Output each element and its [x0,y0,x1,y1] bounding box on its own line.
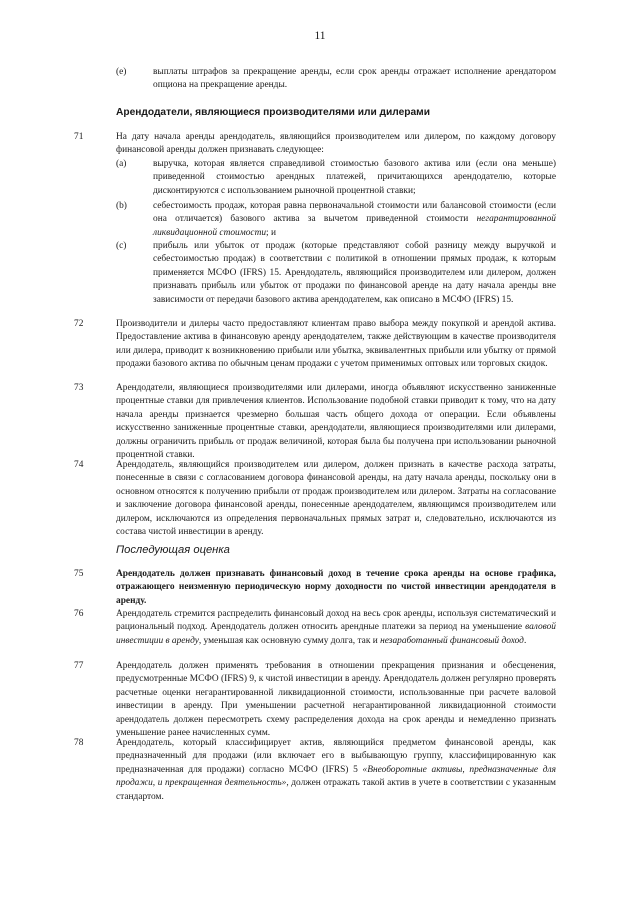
para-77-text: Арендодатель должен применять требования в отношении прекращения признания и обесценения, предусмотренные МСФО (IFRS) 9, к чистой инвестиции в аренду. Арендодатель должен регулярно проверять расчетные оценки негарантированной ликвидационной стоимости, использованные при расчете валовой инвестиции в аренду. При уменьшении расчетной негарантированной ликвидационной стоимости арендодатель должен пересмотреть схему распределения дохода на срок аренды и немедленно признать уменьшение ранее начисленных сумм. [116,661,556,739]
para-78-number: 78 [74,738,84,748]
para-76-number: 76 [74,609,84,619]
para-71-b-text-part-2: ; и [266,227,276,238]
para-74-text: Арендодатель, являющийся производителем или дилером, должен признать в качестве расхода затраты, понесенные в связи с согласованием договора финансовой аренды, на дату начала аренды, поскольку они в основном относятся к получению прибыли от продаж производителем или дилером. Затраты на согласование и заключение договора финансовой аренды, понесенные арендодателем, являющимся производителем или дилером, исключаются из определения первоначальных прямых затрат и, следовательно, исключаются из состава чистой инвестиции в аренду. [116,460,556,538]
para-72-number: 72 [74,319,84,329]
para-71-c-text: прибыль или убыток от продаж (которые представляют собой разницу между выручкой и себестоимостью продаж) в соответствии с политикой в отношении прямых продаж, к которым применяется МСФО (IFRS) 15. Арендодатель, являющийся производителем или дилером, должен признавать прибыль или убыток от продажи по финансовой аренде на дату начала аренды вне зависимости от передачи базового актива арендодателем, как описано в МСФО (IFRS) 15. [153,241,556,305]
para-71-b-label: (b) [116,201,127,211]
para-71-number: 71 [74,132,84,142]
para-78-text [116,737,556,804]
para-71-intro: На дату начала аренды арендодатель, являющийся производителем или дилером, по каждому договору финансовой аренды должен признавать следующее: [116,132,556,156]
para-73-number: 73 [74,383,84,393]
para-71-b-term: негарантированной ликвидационной стоимости [153,214,556,238]
para-76-text-part-1: Арендодатель стремится распределить финансовый доход на весь срок аренды, используя систематический и рациональный подход. Арендодатель должен относить арендные платежи за период на уменьшение [116,609,556,633]
section-heading-dealers: Арендодатели, являющиеся производителями или дилерами [116,107,430,118]
para-76-text [116,608,556,648]
para-75-number: 75 [74,569,84,579]
para-74-number: 74 [74,460,84,470]
para-71-b-text [153,200,556,240]
para-78-text-part-1: Арендодатель, который классифицирует актив, являющийся предметом финансовой аренды, как предназначенный для продажи (или включает его в выбывающую группу, классифицированную как предназначенная для продажи) согласно МСФО (IFRS) 5 [116,738,556,775]
para-73-text: Арендодатели, являющиеся производителями или дилерами, иногда объявляют искусственно заниженные процентные ставки для привлечения клиентов. Использование подобной ставки приводит к тому, что на дату начала аренды признается чрезмерно большая часть общего дохода от операции. Если объявлены искусственно заниженные процентные ставки, арендодатели, являющиеся производителями или дилерами, должны ограничить прибыль от продаж величиной, которая была бы получена при использовании рыночной процентной ставки. [116,383,556,461]
para-71-b-text-part-1: себестоимость продаж, которая равна первоначальной стоимости или балансовой стоимости (если она отличается) базового актива за вычетом приведенной стоимости [153,201,556,225]
para-76-text-part-2: , уменьшая как основную сумму долга, так и [198,635,381,646]
para-75-text: Арендодатель должен признавать финансовый доход в течение срока аренды на основе графика, отражающего неизменную периодическую норму доходности по чистой инвестиции арендодателя в аренду. [116,569,556,606]
para-78-text-part-2: , должен отражать такой актив в учете в соответствии с указанным стандартом. [116,778,556,802]
page-number: 11 [314,30,326,42]
item-e-label: (e) [116,67,127,77]
para-71-c-label: (c) [116,241,127,251]
para-71-a-text: выручка, которая является справедливой стоимостью базового актива или (если она меньше) приведенной стоимостью арендных платежей, причитающихся арендодателю, которые дисконтируются с использованием рыночной процентной ставки; [153,159,556,196]
para-76-term-gross-investment: валовой инвестиции в аренду [116,622,556,646]
para-76-text-part-3: . [523,635,527,646]
para-78-standard-title: «Внеоборотные активы, предназначенные для продажи, и прекращенная деятельность» [116,764,556,789]
item-e-text: выплаты штрафов за прекращение аренды, если срок аренды отражает исполнение арендатором опциона на прекращение аренды. [153,67,556,91]
para-72-text: Производители и дилеры часто предоставляют клиентам право выбора между покупкой и арендой актива. Предоставление актива в финансовую аренду арендодателем, также действующим в качестве производителя или дилера, приводит к возникновению прибыли или убытка, эквивалентных прибыли или убытку от прямой продажи базового актива по обычным ценам продажи с учетом применимых оптовых или торговых скидок. [116,319,556,370]
para-76-term-unearned-income: незаработанный финансовый доход [380,635,524,646]
para-71-a-label: (a) [116,159,127,169]
section-heading-subsequent: Последующая оценка [116,544,230,556]
para-77-number: 77 [74,661,84,671]
